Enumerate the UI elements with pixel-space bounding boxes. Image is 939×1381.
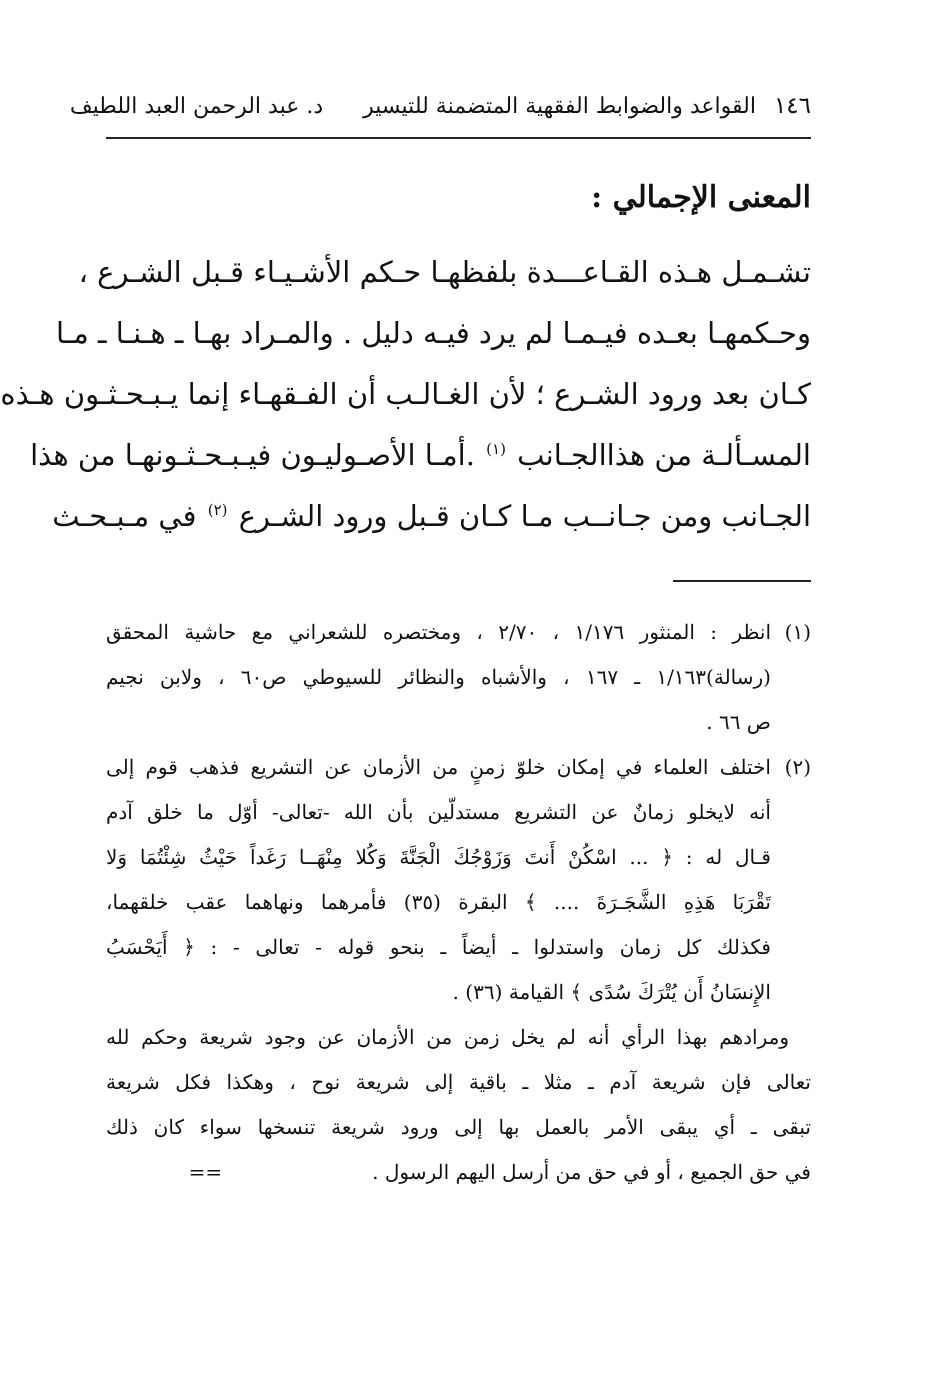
body-line-5-part-2: في مـبـحـث [52,499,197,533]
footnote-divider [673,580,811,582]
main-paragraph [0,242,811,547]
footnote-2-line-2: أنه لايخلو زمانٌ عن التشريع مستدلّين بأن الله -تعالى- أوّل ما خلق آدم [106,800,771,824]
footnote-2-line-3: قـال له : ﴿ ... اسْكُنْ أَنتَ وَزَوْجُكَ الْجَنَّةَ وَكُلا مِنْهَــا رَغَداً حَيْثُ شِئْتُمَا وَلا [106,845,771,869]
body-line-4-part-2: .أمـا الأصـوليـون فيـبـحـثـونهـا من هذا [30,438,475,472]
footnote-1-line-2: (رسالة)١/١٦٣ ـ ١٦٧ ، والأشباه والنظائر للسيوطي ص٦٠ ، ولابن نجيم [106,665,771,689]
footnote-2-line-6: الإِنسَانُ أَن يُتْرَكَ سُدًى ﴾ القيامة (٣٦) . [452,980,771,1004]
header-divider [106,137,811,139]
footnote-2-line-1 [106,745,811,790]
body-line-2: وحـكمهـا بعـده فيـمـا لم يرد فيـه دليل . والمـراد بهـا ـ هـنـا ـ مـا [55,316,811,350]
footnotes [106,610,811,1195]
footnote-2-line-4: تَقْرَبَا هَذِهِ الشَّجَـرَةَ .... ﴾ البقرة (٣٥) فأمرهما ونهاهما عقب خلقهما، [106,890,771,914]
author-name: د. عبد الرحمن العبد اللطيف [69,93,324,119]
body-line-5-part-1: الجـانب ومن جـانــب مـا كـان قـبل ورود الشـرع [238,499,811,533]
footnote-2-paragraph-line-2: تعالى فإن شريعة آدم ـ مثلا ـ باقية إلى شريعة نوح ، وهكذا فكل شريعة [106,1070,811,1094]
body-line-4-part-1: المسـألـة من هذاالجـانب [517,438,811,472]
footnote-1-number: (١) [784,620,811,644]
body-line-3: كـان بعد ورود الشـرع ؛ لأن الغـالـب أن الفـقهـاء إنما يـبـحـثـون هـذه [0,377,811,411]
footnote-1-line-3: ص ٦٦ . [706,710,771,734]
footnote-2-line-5: فكذلك كل زمان واستدلوا ـ أيضاً ـ بنحو قوله - تعالى - : ﴿ أَيَحْسَبُ [106,935,771,959]
footnote-2-paragraph-line-4 [106,1150,811,1195]
body-line-1: تشـمـل هـذه القـاعـــدة بلفظهـا حـكم الأشـيـاء قـبل الشـرع ، [78,255,811,289]
footnote-2-paragraph-line-4-text: في حق الجميع ، أو في حق من أرسل اليهم الرسول . [372,1160,811,1184]
footnote-2-paragraph-line-3: تبقى ـ أي يبقى الأمر بالعمل بها إلى ورود شريعة تنسخها سواء كان ذلك [106,1115,811,1139]
book-title: القواعد والضوابط الفقهية المتضمنة للتيسير [363,93,756,119]
footnote-2-text-1: اختلف العلماء في إمكان خلوّ زمنٍ من الأزمان عن التشريع فذهب قوم إلى [106,755,771,779]
running-header [69,88,811,124]
footnote-1-text-1: انظر : المنثور ١/١٧٦ ، ٢/٧٠ ، ومختصره للشعراني مع حاشية المحقق [106,620,771,644]
footnote-2-number: (٢) [784,755,811,779]
continuation-mark: == [188,1160,223,1184]
body-line-5 [52,486,811,547]
section-title: المعنى الإجمالي : [591,180,811,215]
footnote-2-paragraph-line-1: ومرادهم بهذا الرأي أنه لم يخل زمن من الأزمان عن وجود شريعة وحكم لله [106,1025,789,1049]
body-line-4 [30,425,811,486]
footnote-1-line-1 [106,610,811,655]
footnote-ref-2[interactable]: (٢) [207,501,228,520]
footnote-ref-1[interactable]: (١) [486,440,506,459]
page-number: ١٤٦ [773,93,811,119]
